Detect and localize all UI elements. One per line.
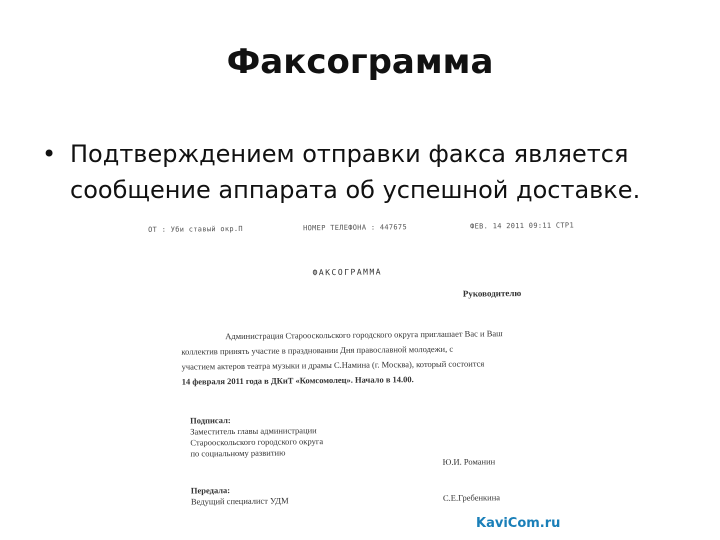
fax-signature-block	[190, 414, 323, 459]
fax-body	[181, 326, 562, 390]
fax-transfer-block	[191, 484, 289, 507]
bullet-text-line-1: Подтверждением отправки факса является	[70, 140, 629, 168]
fax-body-line: коллектив принять участие в праздновании Дня православной молодежи, с	[181, 343, 454, 357]
fax-signed-name: Ю.И. Романин	[442, 456, 496, 467]
bullet-item	[42, 136, 702, 208]
fax-transfer-label: Передала:	[190, 485, 231, 496]
bullet-text-line-2: сообщение аппарата об успешной доставке.	[70, 176, 641, 204]
bullet-symbol: •	[42, 140, 57, 168]
slide-title: Факсограмма	[226, 42, 494, 82]
fax-signed-line: по социальному развитию	[190, 447, 286, 459]
fax-header-phone: НОМЕР ТЕЛЕФОНА : 447675	[303, 223, 407, 233]
fax-transfer-name: С.Е.Гребенкина	[442, 492, 501, 503]
fax-header-date: ФЕВ. 14 2011 09:11 СТР1	[470, 221, 574, 231]
fax-signed-label: Подписал:	[190, 415, 231, 426]
fax-body-line: Администрация Старооскольского городского округа приглашает Вас и Ваш	[225, 328, 503, 342]
site-watermark: KaviCom.ru	[476, 516, 561, 531]
fax-body-line: 14 февраля 2011 года в ДКиТ «Комсомолец». Начало в 14.00.	[181, 374, 414, 387]
fax-transfer-line: Ведущий специалист УДМ	[190, 495, 289, 507]
fax-document-image	[140, 213, 583, 518]
fax-signed-line: Заместитель главы администрации	[190, 425, 317, 437]
fax-heading: ФАКСОГРАММА	[312, 267, 383, 278]
fax-recipient: Руководителю	[462, 288, 522, 299]
fax-signed-line: Старооскольского городского округа	[190, 436, 324, 448]
fax-header-from: ОТ : Уби ставый окр.П	[148, 224, 243, 234]
fax-body-line: участием актеров театра музыки и драмы С.Намина (г. Москва), который состоится	[181, 358, 485, 372]
